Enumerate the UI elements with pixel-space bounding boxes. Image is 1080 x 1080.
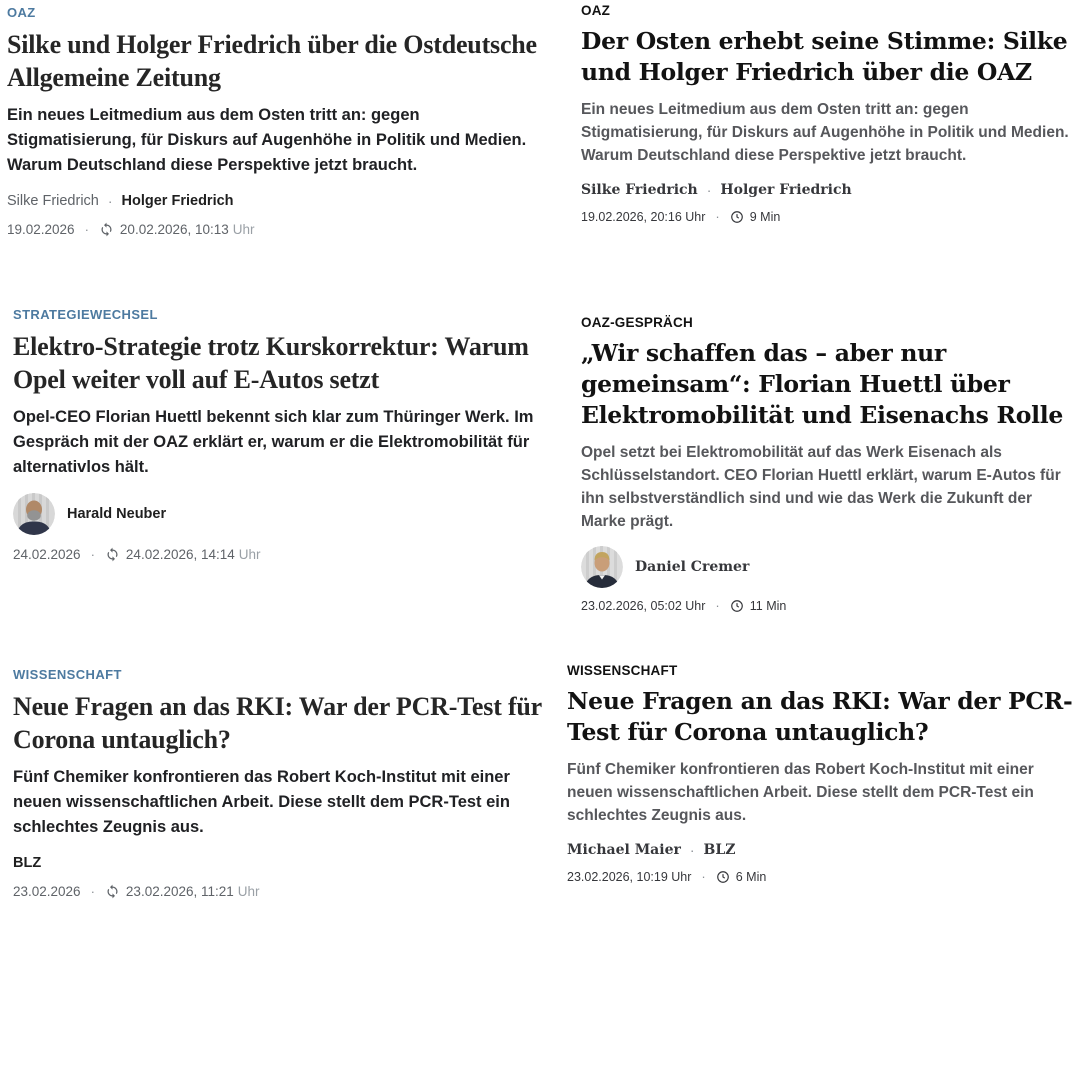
author-link[interactable]: BLZ [703,842,736,858]
read-time: 6 Min [735,869,767,884]
article-kicker[interactable]: WISSENSCHAFT [567,663,678,678]
separator-dot: · [715,209,720,224]
separator-dot: · [90,884,95,899]
author-link[interactable]: BLZ [13,855,42,871]
separator-dot: · [90,547,95,562]
article-dateline [567,869,1075,884]
article-dateline [581,598,1075,613]
article-dateline [13,884,545,899]
author-avatar[interactable] [13,493,55,535]
clock-icon [730,210,744,224]
article-kicker[interactable]: OAZ [581,3,611,18]
separator-dot: · [689,842,695,858]
article-description: Fünf Chemiker konfrontieren das Robert Koch-Institut mit einer neuen wissenschaftlichen Arbeit. Diese stellt dem PCR-Test ein schlechtes Zeugnis aus. [13,768,510,836]
article-description: Opel-CEO Florian Huettl bekennt sich klar zum Thüringer Werk. Im Gespräch mit der OAZ erklärt er, warum er die Elektromobilität für alternativlos hält. [13,408,534,476]
article-teaser-right-3[interactable] [560,663,1080,899]
author-row [567,841,1075,859]
author-link[interactable]: Silke Friedrich [581,182,698,198]
author-link[interactable]: Silke Friedrich [7,193,99,209]
author-link[interactable]: Michael Maier [567,842,681,858]
article-headline[interactable]: Neue Fragen an das RKI: War der PCR-Test für Corona untauglich? [567,687,1073,746]
author-avatar[interactable] [581,546,623,588]
separator-dot: · [706,182,712,198]
publish-date: 19.02.2026, 20:16 Uhr [581,209,706,224]
publish-date: 23.02.2026, 05:02 Uhr [581,598,706,613]
article-headline[interactable]: Silke und Holger Friedrich über die Ostdeutsche Allgemeine Zeitung [7,30,537,92]
publish-date: 23.02.2026 [13,884,81,899]
author-row [581,546,1075,588]
article-dateline [13,547,545,562]
article-teaser-right-2[interactable] [560,315,1080,663]
article-kicker[interactable]: WISSENSCHAFT [13,667,122,682]
article-description: Ein neues Leitmedium aus dem Osten tritt an: gegen Stigmatisierung, für Diskurs auf Augenhöhe in Politik und Medien. Warum Deutschland diese Perspektive jetzt braucht. [581,101,1069,164]
updated-date: 24.02.2026, 14:14 [125,547,235,562]
author-row [581,181,1075,199]
separator-dot: · [715,598,720,613]
refresh-icon [105,547,120,562]
article-teaser-left-1[interactable] [0,0,560,307]
article-kicker[interactable]: OAZ [7,5,36,20]
article-description: Opel setzt bei Elektromobilität auf das Werk Eisenach als Schlüsselstandort. CEO Florian Huettl erklärt, warum E-Autos für ihn selbstverständlich sind und wie das Werk die Zukunft der Marke prägt. [581,444,1061,530]
article-kicker[interactable]: OAZ-GESPRÄCH [581,315,693,330]
separator-dot: · [84,222,89,237]
publish-date: 24.02.2026 [13,547,81,562]
refresh-icon [99,222,114,237]
article-headline[interactable]: Elektro-Strategie trotz Kurskorrektur: Warum Opel weiter voll auf E-Autos setzt [13,332,529,394]
article-description: Ein neues Leitmedium aus dem Osten tritt an: gegen Stigmatisierung, für Diskurs auf Augenhöhe in Politik und Medien. Warum Deutschland diese Perspektive jetzt braucht. [7,106,527,174]
separator-dot: · [701,869,706,884]
read-time: 9 Min [749,209,781,224]
clock-icon [716,870,730,884]
author-link[interactable]: Daniel Cremer [635,559,750,575]
article-description: Fünf Chemiker konfrontieren das Robert Koch-Institut mit einer neuen wissenschaftlichen Arbeit. Diese stellt dem PCR-Test ein schlechtes Zeugnis aus. [567,761,1034,824]
author-row [13,854,545,872]
article-teaser-right-1[interactable] [560,0,1080,307]
time-suffix: Uhr [237,884,260,899]
article-teaser-left-2[interactable] [0,307,560,663]
article-kicker[interactable]: STRATEGIEWECHSEL [13,307,158,322]
article-headline[interactable]: Neue Fragen an das RKI: War der PCR-Test für Corona untauglich? [13,692,542,754]
article-teaser-left-3[interactable] [0,667,560,899]
publish-date: 23.02.2026, 10:19 Uhr [567,869,692,884]
article-dateline [581,209,1075,224]
author-row [13,493,545,535]
time-suffix: Uhr [238,547,261,562]
publish-date: 19.02.2026 [7,222,75,237]
time-suffix: Uhr [232,222,255,237]
read-time: 11 Min [749,598,787,613]
author-link[interactable]: Holger Friedrich [121,193,234,209]
author-link[interactable]: Harald Neuber [67,506,167,522]
article-headline[interactable]: „Wir schaffen das – aber nur gemeinsam“: Florian Huettl über Elektromobilität und Eisenachs Rolle [581,339,1063,429]
updated-date: 23.02.2026, 11:21 [125,884,234,899]
separator-dot: · [107,193,113,209]
author-row [7,192,545,210]
article-headline[interactable]: Der Osten erhebt seine Stimme: Silke und Holger Friedrich über die OAZ [581,27,1068,86]
updated-date: 20.02.2026, 10:13 [119,222,229,237]
author-link[interactable]: Holger Friedrich [720,182,852,198]
clock-icon [730,599,744,613]
article-dateline [7,222,545,237]
refresh-icon [105,884,120,899]
